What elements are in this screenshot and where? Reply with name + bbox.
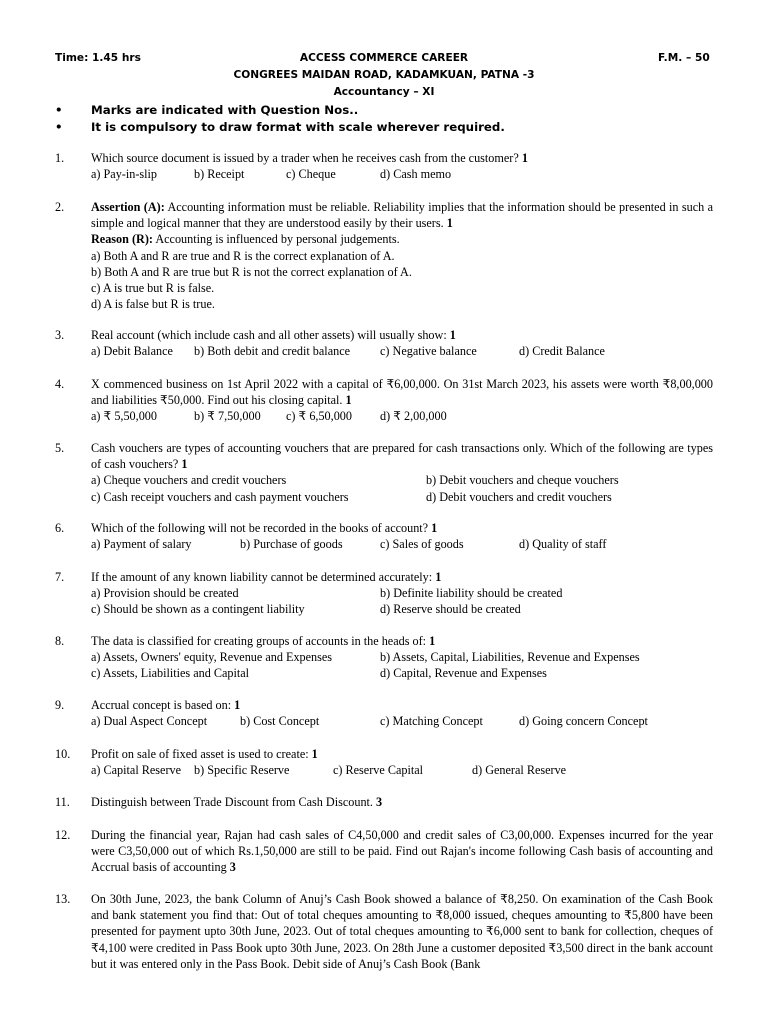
question-text: Which of the following will not be recorded in the books of account? xyxy=(91,521,429,535)
question-text: X commenced business on 1st April 2022 with a capital of ₹6,00,000. On 31st March 2023, his assets were worth ₹8,00,000 and liabilities ₹50,000. Find out his closing capital. xyxy=(91,377,713,408)
option-b: b) Specific Reserve xyxy=(194,763,290,778)
question-3 xyxy=(55,327,713,359)
question-8 xyxy=(55,633,713,682)
question-10 xyxy=(55,746,713,778)
option-d: d) General Reserve xyxy=(472,763,567,778)
question-6 xyxy=(55,520,713,552)
option-c: c) Reserve Capital xyxy=(333,763,424,778)
option-c: c) Matching Concept xyxy=(380,714,483,729)
question-9 xyxy=(55,697,713,729)
question-text: Accrual concept is based on: xyxy=(91,698,232,712)
reason-label: Reason (R): xyxy=(91,232,153,247)
question-text: Profit on sale of fixed asset is used to create: xyxy=(91,747,309,761)
question-marks: 1 xyxy=(429,634,436,648)
option-a: a) Assets, Owners' equity, Revenue and Expenses xyxy=(91,650,333,665)
full-marks: F.M. – 50 xyxy=(658,52,710,64)
institute-name: ACCESS COMMERCE CAREER xyxy=(299,52,469,64)
option-a: a) Payment of salary xyxy=(91,537,192,552)
question-marks: 1 xyxy=(431,521,438,535)
instruction-text: It is compulsory to draw format with scale wherever required. xyxy=(91,119,505,134)
option-c: c) Should be shown as a contingent liability xyxy=(91,602,305,617)
question-marks: 1 xyxy=(521,151,528,165)
bullet-icon: • xyxy=(55,103,63,117)
question-4 xyxy=(55,376,713,425)
question-number: 4. xyxy=(55,377,65,391)
institute-address: CONGREES MAIDAN ROAD, KADAMKUAN, PATNA -3 xyxy=(233,69,535,81)
question-marks: 1 xyxy=(435,570,442,584)
option-b: b) Both A and R are true but R is not the correct explanation of A. xyxy=(91,264,412,279)
assertion-label: Assertion (A): xyxy=(91,200,165,214)
option-b: b) Definite liability should be created xyxy=(380,586,563,601)
option-c: c) Negative balance xyxy=(380,344,477,359)
question-number: 11. xyxy=(55,795,70,809)
option-c: c) Cheque xyxy=(286,167,336,182)
question-text: If the amount of any known liability cannot be determined accurately: xyxy=(91,570,433,584)
option-c: c) ₹ 6,50,000 xyxy=(286,409,352,424)
question-text: The data is classified for creating groups of accounts in the heads of: xyxy=(91,634,427,648)
option-d: d) Going concern Concept xyxy=(519,714,648,729)
time-allowed: Time: 1.45 hrs xyxy=(55,52,141,64)
question-11 xyxy=(55,794,713,810)
option-b: b) ₹ 7,50,000 xyxy=(194,409,261,424)
option-c: c) Sales of goods xyxy=(380,537,464,552)
option-d: d) Reserve should be created xyxy=(380,602,521,617)
option-a: a) Both A and R are true and R is the correct explanation of A. xyxy=(91,248,395,263)
question-marks: 1 xyxy=(181,457,188,472)
option-d: d) Quality of staff xyxy=(519,537,607,552)
option-a: a) ₹ 5,50,000 xyxy=(91,409,157,424)
instruction-text: Marks are indicated with Question Nos.. xyxy=(91,103,359,117)
question-2 xyxy=(55,199,713,312)
question-number: 8. xyxy=(55,634,65,648)
question-number: 5. xyxy=(55,441,65,455)
question-13 xyxy=(55,891,713,972)
question-number: 9. xyxy=(55,698,65,712)
option-a: a) Capital Reserve xyxy=(91,763,182,778)
question-1 xyxy=(55,150,713,182)
question-12 xyxy=(55,827,713,876)
question-number: 1. xyxy=(55,151,65,165)
option-c: c) A is true but R is false. xyxy=(91,281,215,296)
question-marks: 1 xyxy=(345,393,352,408)
question-marks: 1 xyxy=(449,328,456,342)
option-d: d) ₹ 2,00,000 xyxy=(380,409,447,424)
option-d: d) Credit Balance xyxy=(519,344,605,359)
subject-title: Accountancy – XI xyxy=(333,86,435,98)
question-marks: 1 xyxy=(234,698,241,712)
question-text: On 30th June, 2023, the bank Column of Anuj’s Cash Book showed a balance of ₹8,250. On examination of the Cash Book and bank statement you find that: Out of total cheques amounting to ₹8,000 issued, cheques amounting to ₹5,800 have been presented for payment upto 30th June, 2023. Out of total cheques amounting to ₹6,000 sent to bank for collection, cheques of ₹4,100 were credited in Pass Book upto 30th June, 2023. On 28th June a customer deposited ₹3,500 direct in the bank account but it was entered only in the Pass Book. Debit side of Anuj’s Cash Book (Bank xyxy=(91,892,713,971)
option-a: a) Dual Aspect Concept xyxy=(91,714,208,729)
option-d: d) Cash memo xyxy=(380,167,452,182)
question-text: Real account (which include cash and all other assets) will usually show: xyxy=(91,328,447,342)
question-5 xyxy=(55,440,713,505)
option-b: b) Debit vouchers and cheque vouchers xyxy=(426,473,619,488)
assertion-text: Accounting information must be reliable. Reliability implies that the information should be presented in such a simple and logical manner that they are understood easily by their users. xyxy=(91,200,713,231)
option-d: d) A is false but R is true. xyxy=(91,297,215,312)
option-b: b) Receipt xyxy=(194,167,245,182)
bullet-icon: • xyxy=(55,119,63,134)
option-a: a) Debit Balance xyxy=(91,344,173,359)
option-a: a) Provision should be created xyxy=(91,586,239,601)
question-marks: 3 xyxy=(376,795,383,809)
question-number: 6. xyxy=(55,521,65,535)
instructions-list xyxy=(55,102,735,135)
option-c: c) Cash receipt vouchers and cash payment vouchers xyxy=(91,489,349,504)
question-number: 12. xyxy=(55,828,71,842)
option-b: b) Both debit and credit balance xyxy=(194,344,351,359)
option-b: b) Purchase of goods xyxy=(240,537,343,552)
option-c: c) Assets, Liabilities and Capital xyxy=(91,666,250,681)
option-a: a) Cheque vouchers and credit vouchers xyxy=(91,473,287,488)
question-marks: 3 xyxy=(229,860,236,875)
question-text: During the financial year, Rajan had cash sales of C4,50,000 and credit sales of C3,00,000. Expenses incurred for the year were C3,50,000 out of which Rs.1,50,000 are still to be paid. Find out Rajan's income following Cash basis of accounting and Accrual basis of accounting xyxy=(91,828,713,875)
question-text: Which source document is issued by a trader when he receives cash from the customer? xyxy=(91,151,519,165)
question-text: Distinguish between Trade Discount from Cash Discount. xyxy=(91,795,373,809)
question-number: 10. xyxy=(55,747,71,761)
option-d: d) Debit vouchers and credit vouchers xyxy=(426,489,612,504)
option-b: b) Cost Concept xyxy=(240,714,320,729)
question-number: 3. xyxy=(55,328,65,342)
question-marks: 1 xyxy=(311,747,318,761)
option-b: b) Assets, Capital, Liabilities, Revenue and Expenses xyxy=(380,650,640,665)
question-marks: 1 xyxy=(446,216,453,231)
option-a: a) Pay-in-slip xyxy=(91,167,158,182)
instruction-item xyxy=(55,102,735,119)
reason-text: Accounting is influenced by personal judgements. xyxy=(155,232,400,247)
question-7 xyxy=(55,569,713,618)
option-d: d) Capital, Revenue and Expenses xyxy=(380,666,547,681)
instruction-item xyxy=(55,119,735,136)
question-text: Cash vouchers are types of accounting vouchers that are prepared for cash transactions only. Which of the following are types of cash vouchers? xyxy=(91,441,713,472)
question-number: 13. xyxy=(55,892,71,906)
question-number: 7. xyxy=(55,570,65,584)
question-number: 2. xyxy=(55,200,65,214)
